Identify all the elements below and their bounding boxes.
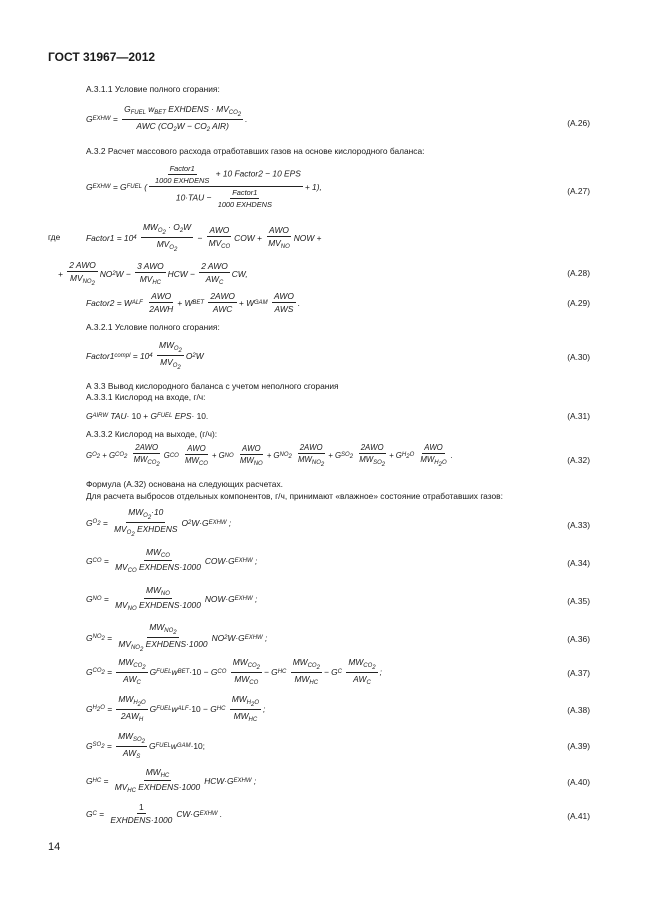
equation-number-a32: (А.32) [567,455,590,465]
equation-a29: Factor2 = W ALF $\frac{\text{AWO}}{\text{2AWH}}$ + W BET $\frac{\text{2AWO}}{\text{AWC}}$ + W GAM $\frac{\text{AWO}}{\text{AWS}}$ . [86,291,301,314]
equation-a28-continuation: + $\frac{\text{2 AWO}}{MV_{NO_2}}$ NO 2 W − $\frac{\text{3 AWO}}{MV_{HC}}$ HCW − $\frac{\text{2 AWO}}{AW_C}$ CW, [58,260,248,287]
equation-number-a27: (А.27) [567,186,590,196]
paragraph-wet-basis: Для расчета выбросов отдельных компонентов, г/ч, принимают «влажное» состояние отработавших газов: [86,491,503,501]
equation-number-a39: (А.39) [567,741,590,751]
equation-number-a31: (А.31) [567,411,590,421]
equation-a40: G HC = $\frac{MW_{HC}}{MV_{HC} EXHDENS\cdot 1000}$ HCW·G EXHW ; [86,767,257,794]
section-a-3-2: А.3.2 Расчет массового расхода отработавших газов на основе кислородного баланса: [86,146,425,156]
equation-a28-factor1: Factor1 = 10 4 $\frac{MW_{O_2} \cdot O_2W}{MV_{O_2}}$ − $\frac{\text{AWO}}{MV_{CO}}$ COW + $\frac{\text{AWO}}{MV_{NO}}$ NOW + [86,222,322,253]
section-a-3-3: А 3.3 Вывод кислородного баланса с учетом неполного сгорания [86,381,339,391]
equation-a33: G $O_2$ = $\frac{MW_{O_2}\cdot 10}{MV_{O_2} EXHDENS}$ O 2 W·G EXHW ; [86,507,232,538]
equation-number-a36: (А.36) [567,634,590,644]
equation-a38: G $H_2O$ = $\frac{MW_{H_2O}}{2AW_H}$ G FUEL w ALF ·10 − G HC $\frac{MW_{H_2O}}{MW_{HC}}$ ; [86,694,266,723]
equation-number-a35: (А.35) [567,596,590,606]
equation-number-a38: (А.38) [567,705,590,715]
paragraph-formula-note: Формула (А.32) основана на следующих расчетах. [86,479,283,489]
section-a-3-3-2: А.3.3.2 Кислород на выходе, (г/ч): [86,429,218,439]
equation-a27: G EXHW = G FUEL ( $\frac{\text{Factor1}}{\text{1000 EXHDENS}}$ + 10 Factor2 − 10 EPS 10·TAU − $\frac{\text{Factor1}}{\text{1000 EXHDENS}}$ + 1), [86,164,322,209]
page-number: 14 [48,841,61,853]
where-label: где [48,232,61,242]
equation-a26: G EXHW = $\frac{G_{FUEL} w_{BET} EXHDENS \cdot MV_{CO_2}}{AWC (CO_2W - CO_2 AIR)}$ . [86,104,248,133]
equation-number-a33: (А.33) [567,520,590,530]
equation-number-a30: (А.30) [567,352,590,362]
equation-a34: G CO = $\frac{MW_{CO}}{MV_{CO} EXHDENS\cdot 1000}$ COW·G EXHW ; [86,547,258,574]
section-a-3-3-1: А.3.3.1 Кислород на входе, г/ч: [86,392,206,402]
equation-a39: G $SO_2$ = $\frac{MW_{SO_2}}{AW_S}$ G FUEL w GAM ·10; [86,731,206,760]
section-a-3-1-1: А.3.1.1 Условие полного сгорания: [86,84,220,94]
equation-number-a40: (А.40) [567,777,590,787]
equation-number-a29: (А.29) [567,298,590,308]
equation-number-a26: (А.26) [567,118,590,128]
equation-a35: G NO = $\frac{MW_{NO}}{MV_{NO} EXHDENS\cdot 1000}$ NOW·G EXHW ; [86,585,258,612]
equation-number-a28: (А.28) [567,268,590,278]
equation-a41: G C = $\frac{1}{\text{EXHDENS·1000}}$ CW·G EXHW . [86,802,223,825]
equation-a31: G AIRW TAU · 10 + G FUEL EPS · 10. [86,411,209,421]
equation-number-a41: (А.41) [567,811,590,821]
equation-a30: Factor1 compl = 10 4 $\frac{MW_{O_2}}{MV_{O_2}}$ O 2 W [86,340,204,371]
equation-a37: G $CO_2$ = $\frac{MW_{CO_2}}{AW_C}$ G FUEL w BET ·10 − G CO $\frac{MW_{CO_2}}{MW_{CO}}$ − G HC $\frac{MW_{CO_2}}{MW_{HC}}$ − G C $\frac{MW_{CO_2}}{AW_C}$ ; [86,657,382,686]
section-a-3-2-1: А.3.2.1 Условие полного сгорания: [86,322,220,332]
document-header: ГОСТ 31967—2012 [48,50,156,64]
equation-a36: G $NO_2$ = $\frac{MW_{NO_2}}{MV_{NO_2} EXHDENS\cdot 1000}$ NO 2 W·G EXHW ; [86,622,268,653]
equation-number-a34: (А.34) [567,558,590,568]
equation-number-a37: (А.37) [567,668,590,678]
equation-a32: G $O_2$ + G $CO_2$ $\frac{\text{2AWO}}{MW_{CO_2}}$ G CO $\frac{\text{AWO}}{MW_{CO}}$ + G NO $\frac{\text{AWO}}{MW_{NO}}$ + G $NO_2$ $\frac{\text{2AWO}}{MW_{NO_2}}$ + G $SO_2$ $\frac{\text{2AWO}}{MW_{SO_2}}$ + G $H_2O$ $\frac{\text{AWO}}{MW_{H_2O}}$ . [86,443,453,468]
